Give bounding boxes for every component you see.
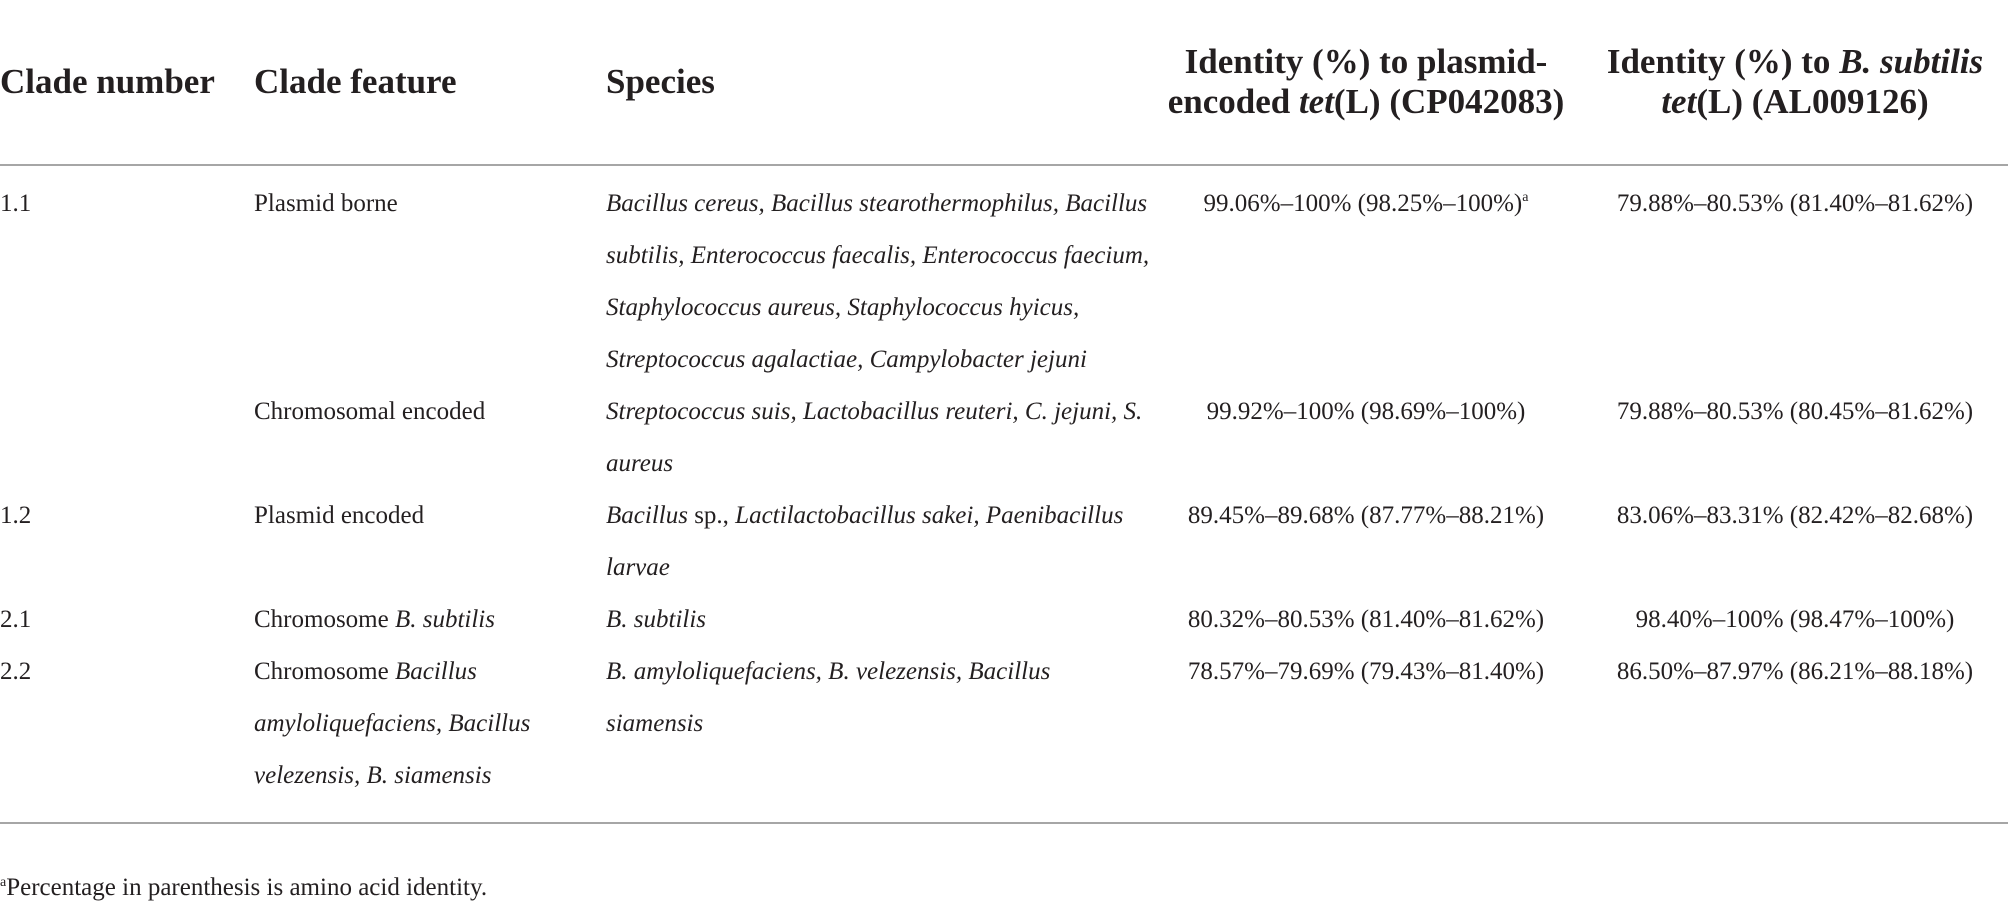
- header-identity-plasmid-pre: Identity (%) to plasmid-encoded: [1167, 42, 1548, 121]
- cell-identity-plasmid: 78.57%–79.69% (79.43%–81.40%): [1150, 646, 1582, 823]
- table-row: [0, 594, 2008, 646]
- cell-identity-plasmid: 89.45%–89.68% (87.77%–88.21%): [1187, 502, 1545, 529]
- header-identity-bs-post: (L) (AL009126): [1696, 82, 1929, 121]
- cell-species: Streptococcus suis, Lactobacillus reuteri, C. jejuni, S. aureus: [606, 398, 1143, 477]
- table-footnote: [0, 872, 487, 904]
- header-clade-number: Clade number: [0, 0, 254, 165]
- cell-species: Bacillus cereus, Bacillus stearothermophilus, Bacillus subtilis, Enterococcus faecalis, Enterococcus faecium, Staphylococcus aureus, Staphylococcus hyicus, Streptococcus agalactiae, Campylobacter jejuni: [606, 190, 1150, 373]
- cell-identity-bs: 98.40%–100% (98.47%–100%): [1635, 606, 1955, 633]
- cell-clade-number: 1.1: [0, 190, 32, 217]
- table-row: [0, 165, 2008, 386]
- cell-clade-feature: [254, 646, 606, 823]
- cell-identity-bs: 79.88%–80.53% (80.45%–81.62%): [1616, 398, 1974, 425]
- cell-clade-number: 1.2: [0, 502, 32, 529]
- cell-clade-feature: Plasmid borne: [254, 190, 398, 217]
- cell-clade-feature-species: Bacillus amyloliquefaciens, Bacillus velezensis, B. siamensis: [254, 658, 531, 789]
- cell-clade-feature-pre: Chromosome: [254, 658, 395, 685]
- table-body: [0, 165, 2008, 823]
- footnote-marker: a: [0, 875, 7, 890]
- table-header: [0, 0, 2008, 165]
- cell-identity-bs: 79.88%–80.53% (81.40%–81.62%): [1616, 190, 1974, 217]
- cell-identity-bs: 83.06%–83.31% (82.42%–82.68%): [1616, 502, 1974, 529]
- header-identity-bs-pre: Identity (%) to: [1606, 42, 1840, 81]
- cell-clade-feature: Chromosomal encoded: [254, 398, 486, 425]
- cell-identity-plasmid: 80.32%–80.53% (81.40%–81.62%): [1187, 606, 1545, 633]
- footnote-text: Percentage in parenthesis is amino acid identity.: [6, 874, 488, 901]
- cell-species-sp: sp.,: [687, 502, 736, 529]
- cell-identity-plasmid: [1150, 165, 1582, 386]
- cell-species-genus: Bacillus: [606, 502, 688, 529]
- header-identity-bs-species: B. subtilis: [1839, 42, 1984, 81]
- header-identity-plasmid-gene: tet: [1298, 82, 1334, 121]
- cell-clade-feature: Plasmid encoded: [254, 502, 425, 529]
- cell-clade-number: 2.2: [0, 646, 254, 823]
- cell-identity-plasmid: 99.92%–100% (98.69%–100%): [1206, 398, 1526, 425]
- cell-species: B. subtilis: [606, 606, 707, 633]
- cell-clade-feature: [254, 594, 606, 646]
- header-species: Species: [606, 0, 1150, 165]
- header-identity-bs-gene: tet: [1661, 82, 1697, 121]
- header-identity-bs: [1582, 0, 2008, 165]
- cell-clade-feature-pre: Chromosome: [254, 606, 395, 633]
- cell-clade-number: 2.1: [0, 606, 32, 633]
- header-identity-plasmid: [1150, 0, 1582, 165]
- cell-species: [606, 490, 1150, 594]
- table-row: [0, 646, 2008, 823]
- cell-identity-plasmid-value: 99.06%–100% (98.25%–100%): [1203, 190, 1523, 217]
- header-row: [0, 0, 2008, 165]
- cell-clade-number: [0, 386, 254, 490]
- cell-clade-feature-species: B. subtilis: [394, 606, 495, 633]
- cell-species: B. amyloliquefaciens, B. velezensis, Bacillus siamensis: [606, 646, 1150, 823]
- header-clade-feature: Clade feature: [254, 0, 606, 165]
- cell-identity-bs: 86.50%–87.97% (86.21%–88.18%): [1582, 646, 2008, 823]
- header-identity-plasmid-post: (L) (CP042083): [1333, 82, 1565, 121]
- table-row: [0, 490, 2008, 594]
- footnote-marker: a: [1522, 190, 1529, 205]
- table-row: [0, 386, 2008, 490]
- cell-species-rest: Lactilactobacillus sakei, Paenibacillus larvae: [606, 502, 1124, 581]
